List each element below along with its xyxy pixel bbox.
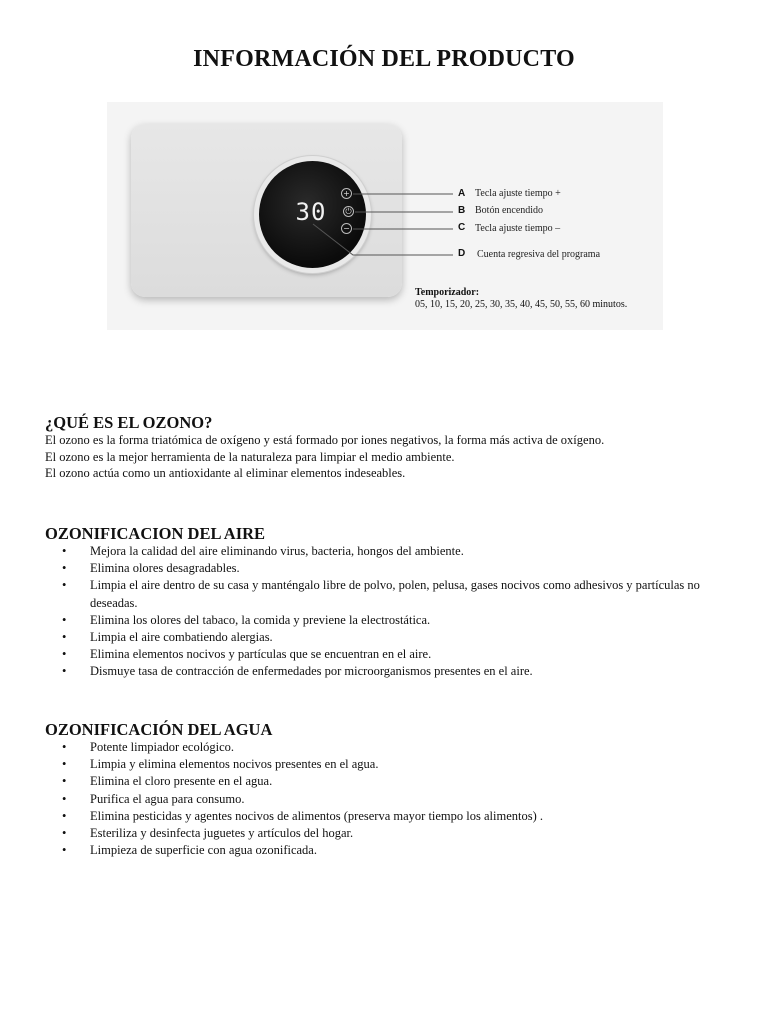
bullet-icon: • — [62, 647, 67, 662]
callout-text-c: Tecla ajuste tiempo – — [475, 223, 561, 234]
section-ozono — [45, 414, 725, 482]
bullet-icon: • — [62, 561, 67, 576]
ozono-line: El ozono es la forma triatómica de oxígeno y está formado por iones negativos, la forma más activa de oxígeno. — [45, 433, 605, 447]
bullet-icon: • — [62, 612, 67, 627]
callout-text-a: Tecla ajuste tiempo + — [475, 188, 561, 199]
list-item — [45, 808, 725, 825]
callout-letter-c: C — [458, 222, 466, 233]
bullet-icon: • — [62, 630, 67, 645]
aire-list — [45, 543, 725, 681]
bullet-icon: • — [62, 843, 67, 858]
plus-button-icon: + — [341, 188, 352, 199]
product-figure — [107, 102, 663, 330]
ozono-line: El ozono actúa como un antioxidante al eliminar elementos indeseables. — [45, 466, 406, 480]
timer-display: 30 — [295, 198, 327, 226]
callout-text-d: Cuenta regresiva del programa — [477, 249, 601, 260]
list-item — [45, 663, 725, 680]
list-item-text: Limpia y elimina elementos nocivos presentes en el agua. — [90, 757, 379, 772]
section-heading-aire: OZONIFICACION DEL AIRE — [45, 524, 266, 543]
list-item-text: Potente limpiador ecológico. — [90, 740, 235, 754]
agua-list — [45, 739, 725, 859]
power-button-icon: ⏻ — [343, 206, 354, 217]
list-item-text: Limpia el aire dentro de su casa y manténgalo libre de polvo, polen, pelusa, gases nocivos como adhesivos y partículas no deseadas. — [90, 578, 700, 610]
list-item-text: Limpia el aire combatiendo alergias. — [90, 630, 273, 645]
section-aire — [45, 525, 725, 681]
list-item — [45, 543, 725, 560]
list-item — [45, 560, 725, 577]
section-heading-ozono: ¿QUÉ ES EL OZONO? — [45, 413, 213, 432]
callout-letter-a: A — [458, 188, 466, 199]
list-item-text: Elimina los olores del tabaco, la comida y previene la electrostática. — [90, 612, 431, 627]
list-item-text: Esteriliza y desinfecta juguetes y artículos del hogar. — [90, 826, 354, 841]
list-item — [45, 629, 725, 646]
bullet-icon: • — [62, 808, 67, 823]
section-agua — [45, 721, 725, 859]
page-title: INFORMACIÓN DEL PRODUCTO — [193, 46, 575, 72]
list-item — [45, 739, 725, 756]
list-item-text: Elimina elementos nocivos y partículas que se encuentran en el aire. — [90, 647, 432, 662]
bullet-icon: • — [62, 740, 67, 754]
bullet-icon: • — [62, 774, 67, 789]
bullet-icon: • — [62, 757, 67, 772]
timer-title: Temporizador: — [415, 287, 480, 298]
list-item — [45, 825, 725, 842]
list-item-text: Limpieza de superficie con agua ozonificada. — [90, 843, 317, 858]
callout-text-b: Botón encendido — [475, 205, 544, 216]
list-item-text: Elimina pesticidas y agentes nocivos de alimentos (preserva mayor tiempo los alimentos) . — [90, 808, 544, 823]
ozono-line: El ozono es la mejor herramienta de la naturaleza para limpiar el medio ambiente. — [45, 449, 455, 464]
bullet-icon: • — [62, 664, 67, 679]
list-item — [45, 773, 725, 790]
list-item — [45, 842, 725, 859]
bullet-icon: • — [62, 578, 67, 593]
list-item-text: Dismuye tasa de contracción de enfermedades por microorganismos presentes en el aire. — [90, 664, 533, 679]
list-item — [45, 612, 725, 629]
list-item — [45, 577, 725, 611]
list-item — [45, 791, 725, 808]
callout-letter-b: B — [458, 205, 466, 216]
bullet-icon: • — [62, 544, 67, 558]
list-item-text: Elimina olores desagradables. — [90, 561, 240, 576]
list-item — [45, 756, 725, 773]
callout-lines — [107, 102, 663, 330]
timer-values: 05, 10, 15, 20, 25, 30, 35, 40, 45, 50, 55, 60 minutos. — [415, 299, 628, 310]
minus-button-icon: − — [341, 223, 352, 234]
bullet-icon: • — [62, 791, 67, 806]
list-item — [45, 646, 725, 663]
list-item-text: Elimina el cloro presente en el agua. — [90, 774, 273, 789]
section-heading-agua: OZONIFICACIÓN DEL AGUA — [45, 720, 273, 739]
list-item-text: Mejora la calidad del aire eliminando virus, bacteria, hongos del ambiente. — [90, 544, 464, 558]
list-item-text: Purifica el agua para consumo. — [90, 791, 245, 806]
callout-letter-d: D — [458, 248, 466, 259]
bullet-icon: • — [62, 826, 67, 841]
